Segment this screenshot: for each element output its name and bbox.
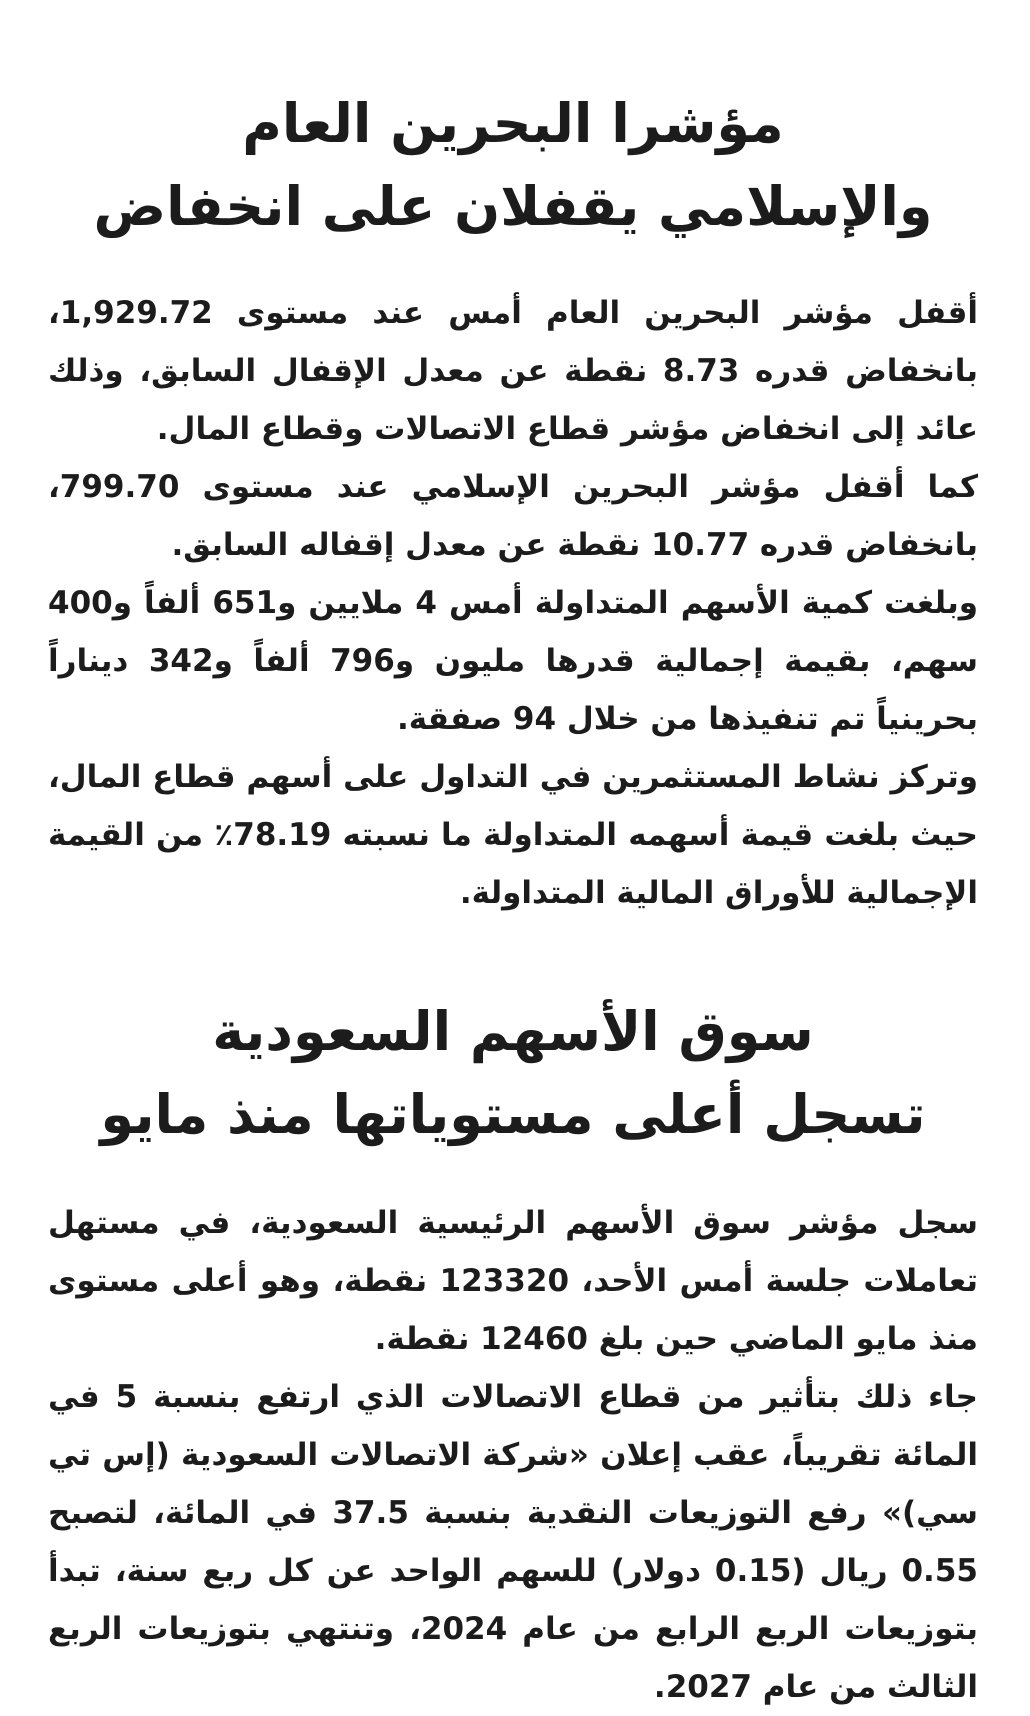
body-paragraph-1: سجل مؤشر سوق الأسهم الرئيسية السعودية، في مستهل تعاملات جلسة أمس الأحد، 123320 نقطة، وهو أعلى مستوى منذ مايو الماضي حين بلغ 12460 نقطة. — [48, 1205, 978, 1357]
headline-line-1: مؤشرا البحرين العام — [242, 92, 784, 155]
article-saudi-market — [48, 990, 978, 1716]
body-paragraph-1: أقفل مؤشر البحرين العام أمس عند مستوى 1,929.72، بانخفاض قدره 8.73 نقطة عن معدل الإقفال السابق، وذلك عائد إلى انخفاض مؤشر قطاع الاتصالات وقطاع المال. — [48, 295, 978, 447]
body-paragraph-4: وتركز نشاط المستثمرين في التداول على أسهم قطاع المال، حيث بلغت قيمة أسهمه المتداولة ما نسبته 78.19٪ من القيمة الإجمالية للأوراق المالية المتداولة. — [48, 759, 979, 911]
headline-line-1: سوق الأسهم السعودية — [212, 1000, 814, 1063]
article-headline — [48, 82, 978, 248]
article-body — [48, 284, 978, 922]
article-body — [48, 1194, 978, 1716]
body-paragraph-3: وبلغت كمية الأسهم المتداولة أمس 4 ملايين و651 ألفاً و400 سهم، بقيمة إجمالية قدرها مليون و796 ألفاً و342 ديناراً بحرينياً تم تنفيذها من خلال 94 صفقة. — [48, 585, 979, 737]
headline-line-2: والإسلامي يقفلان على انخفاض — [93, 175, 933, 238]
body-paragraph-2: كما أقفل مؤشر البحرين الإسلامي عند مستوى 799.70، بانخفاض قدره 10.77 نقطة عن معدل إقفاله السابق. — [48, 469, 978, 563]
article-headline — [48, 990, 978, 1156]
body-paragraph-2: جاء ذلك بتأثير من قطاع الاتصالات الذي ارتفع بنسبة 5 في المائة تقريباً، عقب إعلان «شركة الاتصالات السعودية (إس تي سي)» رفع التوزيعات النقدية بنسبة 37.5 في المائة، لتصبح 0.55 ريال (0.15 دولار) للسهم الواحد عن كل ربع سنة، تبدأ بتوزيعات الربع الرابع من عام 2024، وتنتهي بتوزيعات الربع الثالث من عام 2027. — [48, 1379, 978, 1705]
headline-line-2: تسجل أعلى مستوياتها منذ مايو — [100, 1083, 926, 1146]
article-bahrain-indices — [48, 82, 978, 922]
